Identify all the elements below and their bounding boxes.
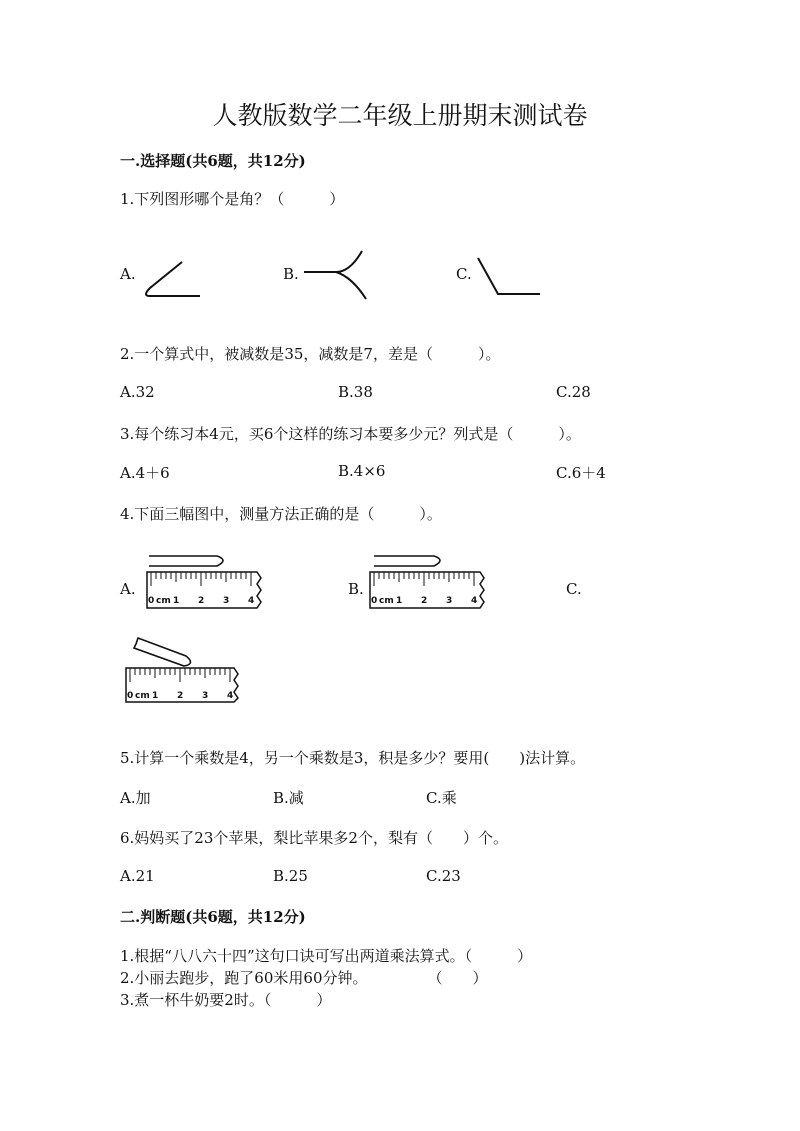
judgment-item-2: 2.小丽去跑步，跑了60米用60分钟。 （ ） — [120, 969, 488, 987]
svg-text:3: 3 — [446, 596, 453, 606]
question-5: 5.计算一个乘数是4，另一个乘数是3，积是多少？要用( )法计算。 — [120, 749, 586, 767]
ruler-figure-b — [366, 554, 496, 616]
q5-option-a[interactable]: A.加 — [120, 789, 151, 807]
q1-option-b[interactable]: B. — [283, 265, 299, 283]
q6-option-c[interactable]: C.23 — [426, 867, 461, 885]
svg-text:cm: cm — [379, 596, 394, 606]
q2-option-a[interactable]: A.32 — [120, 383, 155, 401]
curve-figure-b — [300, 245, 375, 305]
question-3: 3.每个练习本4元，买6个这样的练习本要多少元？列式是（ ）。 — [120, 425, 581, 443]
section2-heading: 二.判断题(共6题，共12分) — [120, 908, 306, 926]
q3-option-a[interactable]: A.4＋6 — [120, 464, 170, 482]
section1-heading: 一.选择题(共6题，共12分) — [120, 152, 306, 170]
q5-option-b[interactable]: B.减 — [273, 789, 304, 807]
ruler-label-4: 4 — [248, 596, 255, 606]
ruler-label-0: 0 — [148, 596, 155, 606]
ruler-label-cm: cm — [156, 596, 171, 606]
ruler-label-3: 3 — [223, 596, 230, 606]
q3-option-c[interactable]: C.6＋4 — [556, 464, 606, 482]
judgment-item-3: 3.煮一杯牛奶要2时。（ ） — [120, 991, 332, 1009]
q4-option-a[interactable]: A. — [120, 580, 136, 598]
svg-text:4: 4 — [471, 596, 478, 606]
q6-option-a[interactable]: A.21 — [120, 867, 155, 885]
question-1: 1.下列图形哪个是角？（ ） — [120, 190, 345, 208]
svg-text:4: 4 — [227, 691, 234, 701]
svg-text:1: 1 — [396, 596, 403, 606]
q2-option-b[interactable]: B.38 — [338, 383, 373, 401]
svg-text:cm: cm — [135, 691, 150, 701]
q6-option-b[interactable]: B.25 — [273, 867, 308, 885]
angle-figure-c — [472, 252, 547, 302]
question-6: 6.妈妈买了23个苹果，梨比苹果多2个，梨有（ ）个。 — [120, 829, 508, 847]
svg-text:2: 2 — [177, 691, 184, 701]
svg-text:2: 2 — [421, 596, 428, 606]
ruler-figure-a — [143, 554, 273, 616]
judgment-item-1: 1.根据“八八六十四”这句口诀可写出两道乘法算式。（ ） — [120, 947, 533, 965]
ruler-label-2: 2 — [198, 596, 205, 606]
q2-option-c[interactable]: C.28 — [556, 383, 591, 401]
ruler-label-1: 1 — [173, 596, 180, 606]
svg-text:0: 0 — [371, 596, 378, 606]
q5-option-c[interactable]: C.乘 — [426, 789, 457, 807]
q3-option-b[interactable]: B.4×6 — [338, 462, 386, 480]
angle-figure-a — [138, 256, 208, 302]
question-4: 4.下面三幅图中，测量方法正确的是（ ）。 — [120, 505, 442, 523]
svg-text:3: 3 — [202, 691, 209, 701]
q4-option-b[interactable]: B. — [348, 580, 364, 598]
svg-text:0: 0 — [127, 691, 134, 701]
q1-option-c[interactable]: C. — [456, 265, 472, 283]
page-title: 人教版数学二年级上册期末测试卷 — [212, 101, 588, 130]
q1-option-a[interactable]: A. — [120, 265, 136, 283]
svg-text:1: 1 — [152, 691, 159, 701]
q4-option-c[interactable]: C. — [566, 580, 582, 598]
question-2: 2.一个算式中，被减数是35，减数是7，差是（ ）。 — [120, 345, 501, 363]
ruler-figure-c — [124, 636, 254, 704]
